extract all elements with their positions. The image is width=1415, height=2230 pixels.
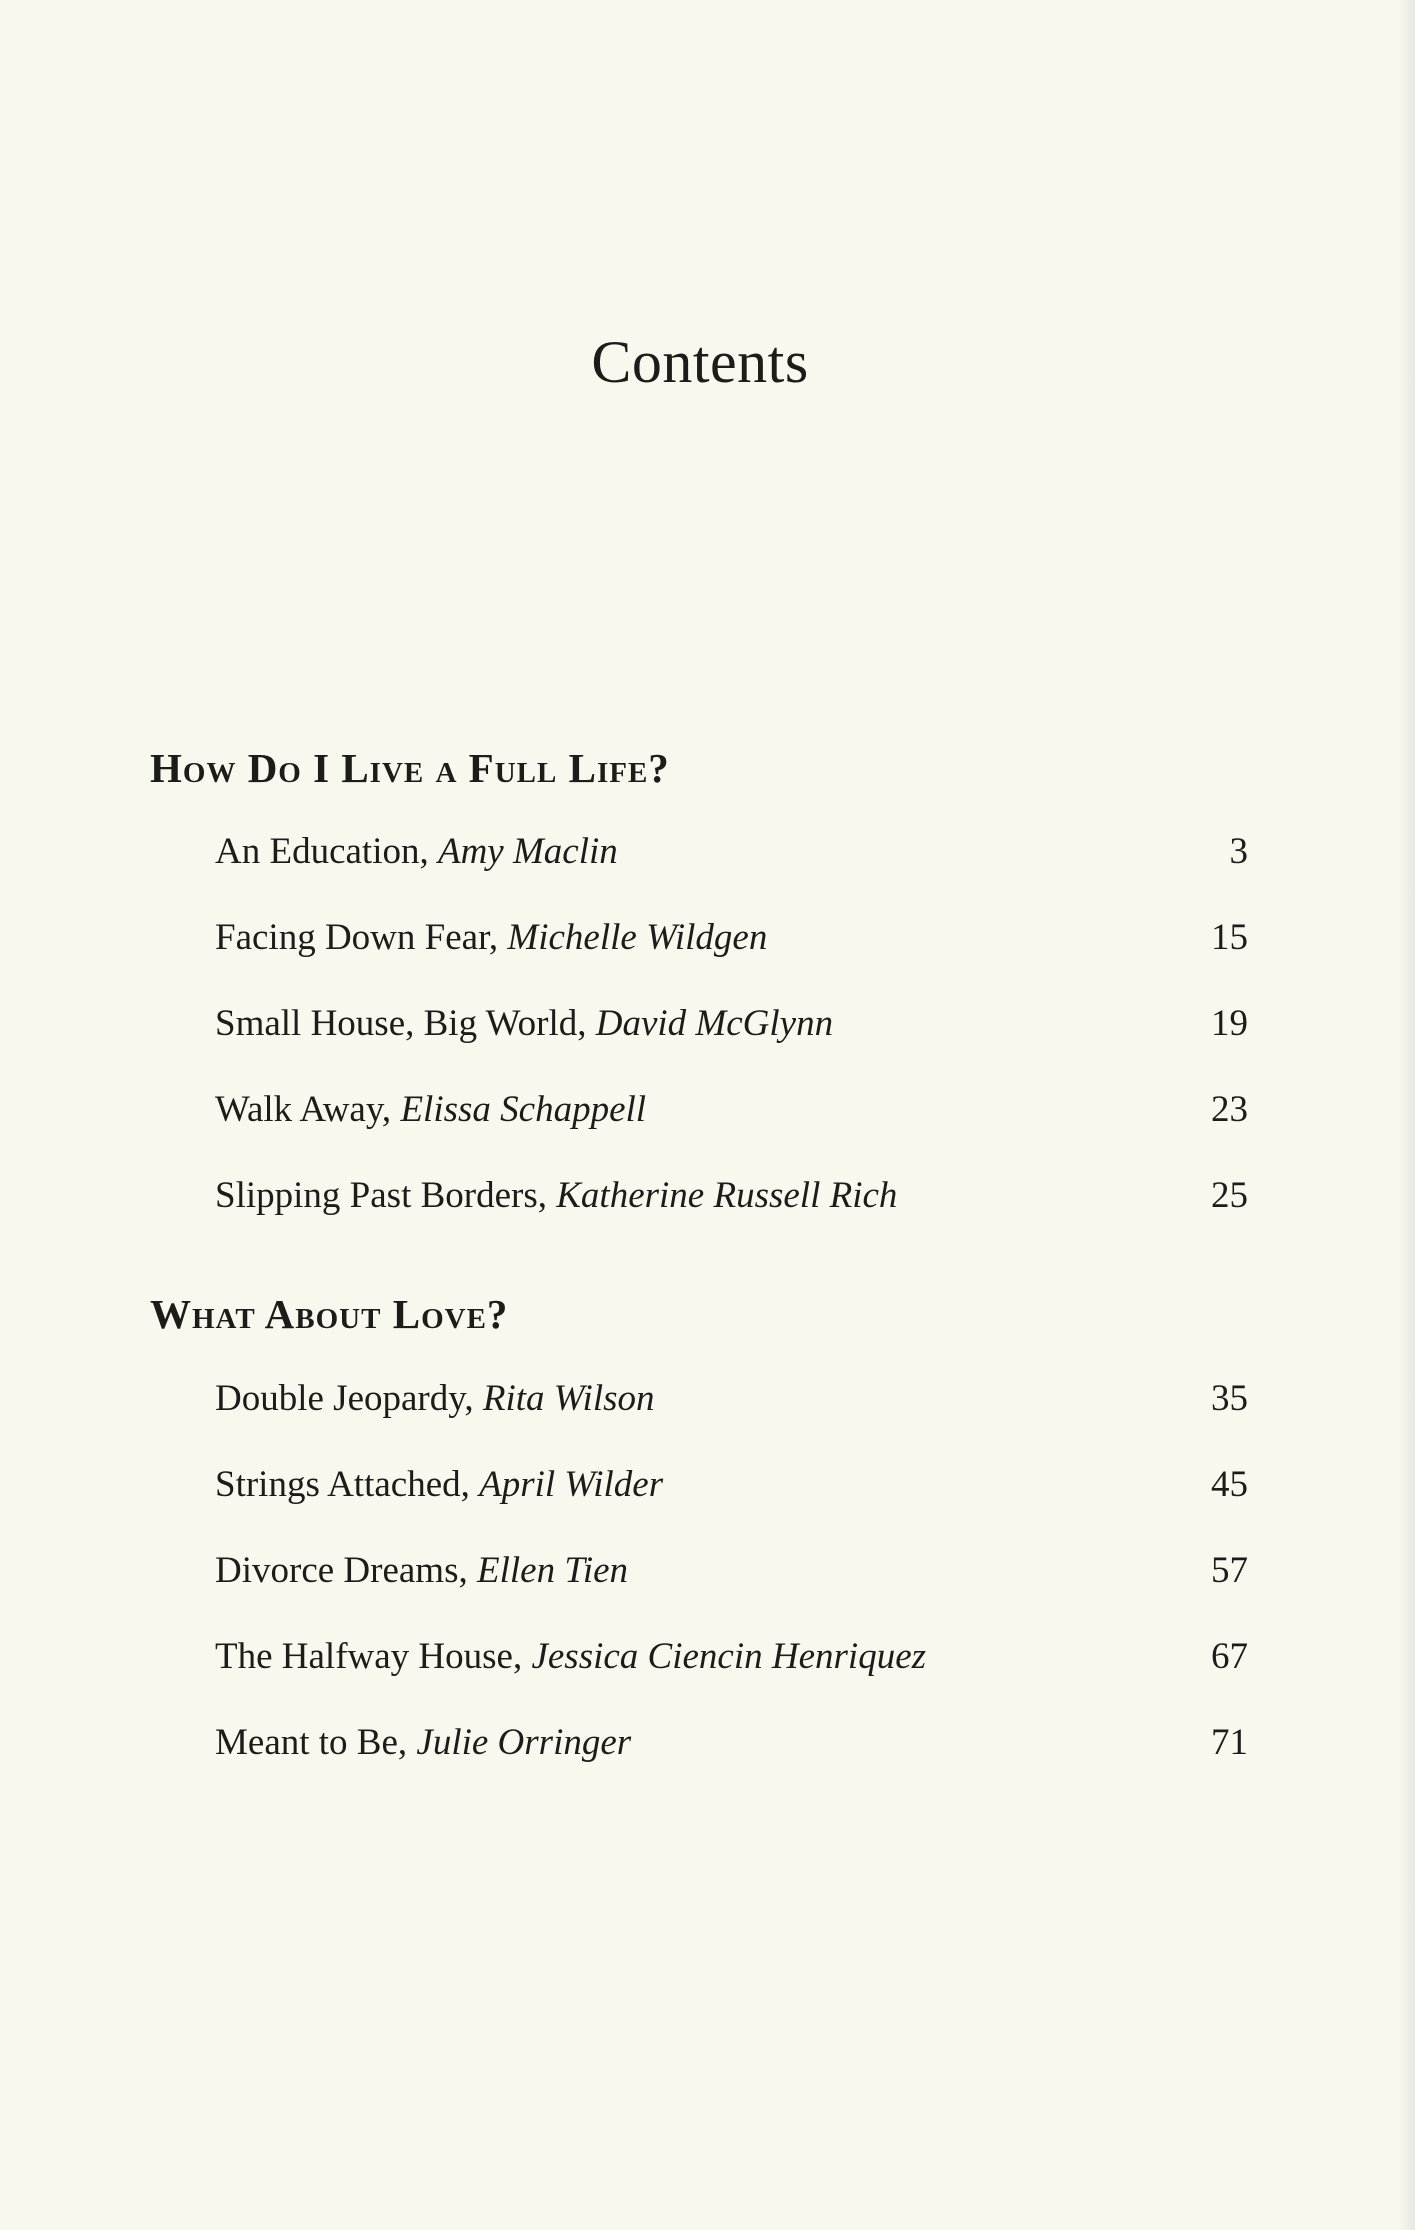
toc-entry [215,1546,1248,1596]
entry-title: Double Jeopardy, [215,1378,483,1419]
entry-title: The Halfway House, [215,1636,532,1677]
entry-page-number: 35 [1211,1378,1248,1419]
section-heading: What About Love? [150,1291,509,1337]
entry-title: Walk Away, [215,1089,401,1130]
entry-title: An Education, [215,831,438,872]
entry-author: Rita Wilson [482,1378,655,1419]
entry-title: Facing Down Fear, [215,917,508,958]
section-heading: How Do I Live a Full Life? [150,745,670,791]
toc-entry [215,999,1248,1049]
entry-page-number: 25 [1211,1175,1248,1216]
entry-title: Small House, Big World, [215,1003,596,1044]
page-title: Contents [591,329,809,395]
entry-author: Amy Maclin [437,831,618,872]
entry-page-number: 19 [1211,1003,1248,1044]
entry-author: April Wilder [479,1464,664,1505]
entry-author: Ellen Tien [476,1550,629,1591]
entry-title: Slipping Past Borders, [215,1175,557,1216]
entry-title: Divorce Dreams, [215,1550,477,1591]
toc-entry [215,1718,1248,1768]
toc-entry [215,1374,1248,1424]
toc-entry [215,827,1248,877]
toc-entry [215,1085,1248,1135]
entry-author: Jessica Ciencin Henriquez [531,1636,927,1677]
entry-page-number: 45 [1211,1464,1248,1505]
entry-author: Michelle Wildgen [507,917,768,958]
entry-author: Katherine Russell Rich [556,1175,898,1216]
entry-page-number: 71 [1211,1722,1248,1763]
entry-page-number: 23 [1211,1089,1248,1130]
entry-author: Elissa Schappell [400,1089,647,1130]
entry-page-number: 57 [1211,1550,1248,1591]
entry-page-number: 3 [1229,831,1248,872]
entry-author: David McGlynn [595,1003,834,1044]
entry-page-number: 15 [1211,917,1248,958]
toc-entry [215,1460,1248,1510]
entry-title: Meant to Be, [215,1722,417,1763]
toc-entry [215,913,1248,963]
entry-author: Julie Orringer [416,1722,632,1763]
toc-entry [215,1171,1248,1221]
entry-page-number: 67 [1211,1636,1248,1677]
entry-title: Strings Attached, [215,1464,480,1505]
toc-entry [215,1632,1248,1682]
